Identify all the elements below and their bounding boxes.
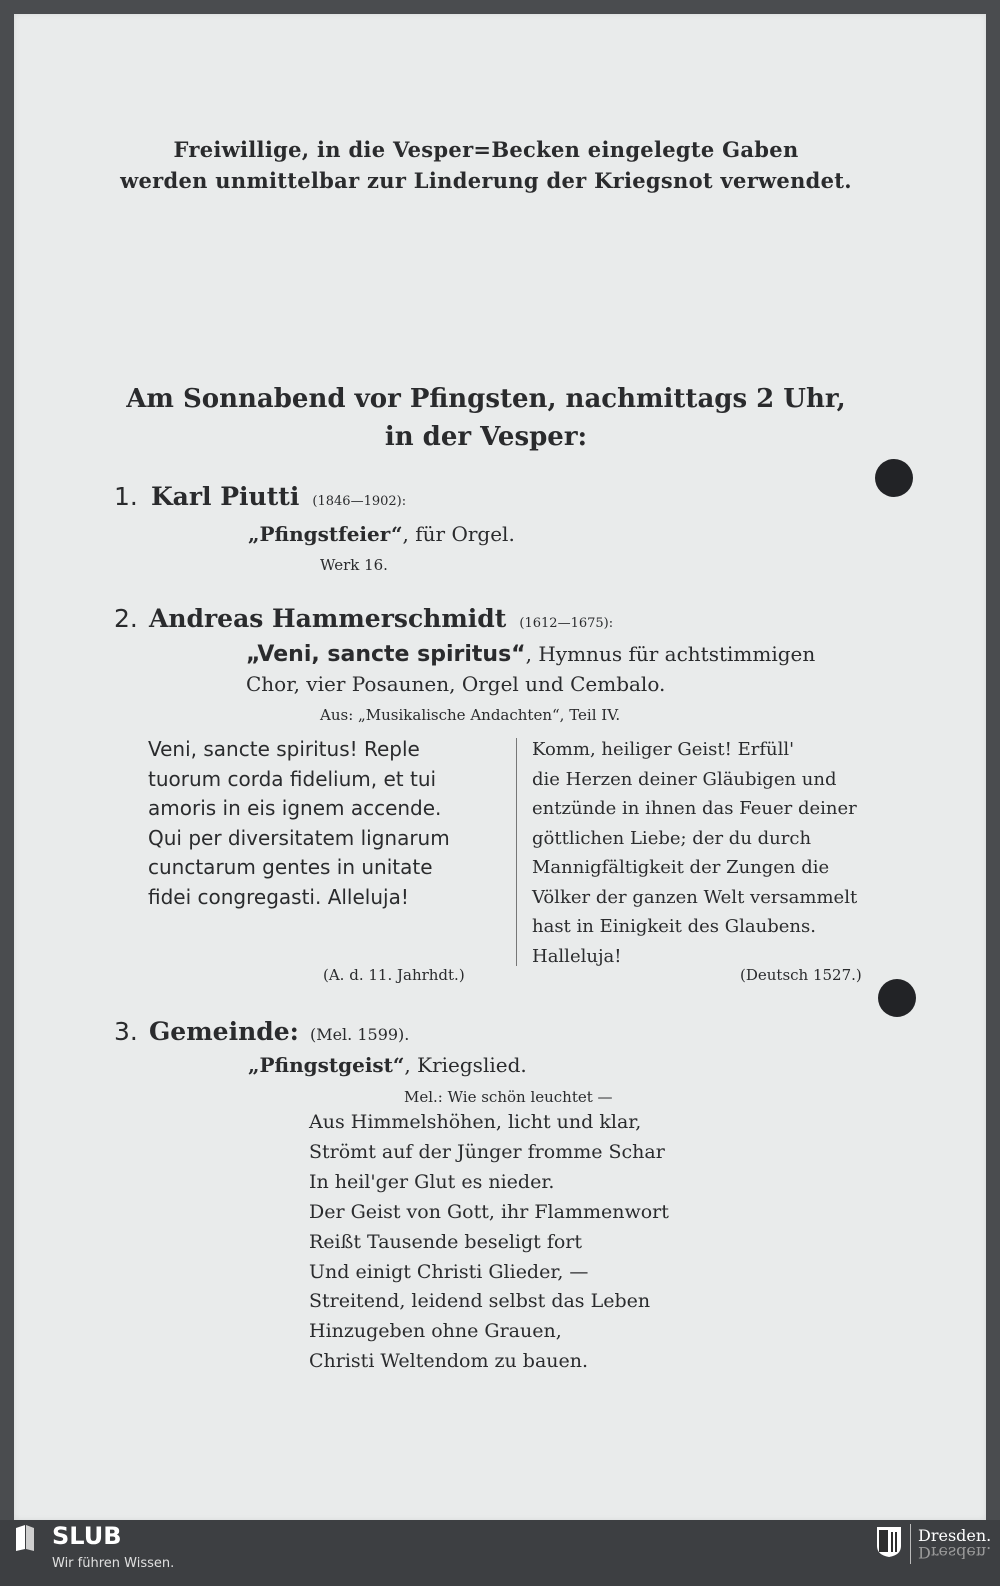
composer-name: Karl Piutti — [150, 482, 300, 511]
german-line: hast in Einigkeit des Glaubens. — [532, 916, 816, 937]
melody-date: (Mel. 1599). — [309, 1025, 410, 1044]
work-title: „Pfingstfeier“ — [248, 522, 403, 546]
german-line: Völker der ganzen Welt versammelt — [532, 886, 858, 908]
german-line: die Herzen deiner Gläubigen und — [532, 768, 837, 790]
latin-line: amoris in eis ignem accende. — [148, 796, 442, 820]
work-source: Aus: „Musikalische Andachten“, Teil IV. — [320, 706, 621, 724]
footer-bar — [0, 1520, 1000, 1586]
german-text — [532, 735, 857, 971]
donation-notice-line-2: werden unmittelbar zur Linderung der Kriegsnot verwendet. — [120, 168, 852, 193]
work-title: „Veni, sancte spiritus“ — [246, 642, 526, 667]
column-divider — [516, 738, 517, 966]
melody-note: Mel.: Wie schön leuchtet — — [404, 1088, 613, 1106]
latin-line: Qui per diversitatem lignarum — [148, 825, 450, 850]
program-heading-line-2: in der Vesper: — [384, 422, 588, 452]
hymn-line: Streitend, leidend selbst das Leben — [309, 1290, 651, 1313]
hymn-text — [309, 1108, 669, 1377]
hymn-line: Aus Himmelshöhen, licht und klar, — [309, 1111, 642, 1133]
item-number: 2. — [114, 604, 138, 633]
german-line: Halleluja! — [532, 945, 622, 967]
composer-dates: (1846—1902): — [312, 494, 407, 509]
german-line: entzünde in ihnen das Feuer deiner — [532, 798, 857, 819]
latin-origin-note: (A. d. 11. Jahrhdt.) — [323, 966, 465, 984]
latin-line: cunctarum gentes in unitate — [148, 855, 433, 879]
latin-line: tuorum corda fidelium, et tui — [148, 766, 437, 791]
composer-name: Gemeinde: — [148, 1017, 299, 1046]
latin-line: Veni, sancte spiritus! Reple — [148, 737, 420, 761]
hymn-line: Hinzugeben ohne Grauen, — [309, 1320, 562, 1343]
program-heading-line-1: Am Sonnabend vor Pfingsten, nachmittags 2 Uhr, — [126, 384, 846, 414]
german-line: göttlichen Liebe; der du durch — [532, 827, 812, 849]
work-title-2 — [246, 642, 815, 667]
item-number: 3. — [114, 1017, 138, 1046]
opus-number: Werk 16. — [320, 556, 388, 574]
work-description: , Kriegslied. — [404, 1053, 527, 1077]
work-description: , Hymnus für achtstimmigen — [525, 642, 816, 666]
german-line: Mannigfältigkeit der Zungen die — [532, 857, 830, 878]
footer-divider — [910, 1524, 911, 1564]
punch-hole-bottom — [878, 979, 916, 1017]
work-title-3 — [248, 1053, 527, 1077]
hymn-line: Reißt Tausende beseligt fort — [309, 1230, 583, 1253]
city-crest-icon[interactable] — [876, 1526, 902, 1558]
hymn-line: Und einigt Christi Glieder, — — [309, 1260, 589, 1283]
composer-dates: (1612—1675): — [519, 616, 614, 631]
program-item-2 — [114, 604, 613, 633]
work-description: , für Orgel. — [402, 522, 515, 546]
work-description-line-2: Chor, vier Posaunen, Orgel und Cembalo. — [246, 672, 666, 696]
german-line: Komm, heiliger Geist! Erfüll' — [532, 739, 795, 760]
hymn-line: Christi Weltendom zu bauen. — [309, 1350, 589, 1373]
composer-name: Andreas Hammerschmidt — [148, 604, 507, 633]
punch-hole-top — [875, 459, 913, 497]
slub-brand[interactable]: SLUB — [52, 1522, 122, 1550]
program-item-1 — [114, 482, 406, 511]
german-origin-note: (Deutsch 1527.) — [740, 966, 862, 984]
work-title: „Pfingstgeist“ — [248, 1053, 405, 1077]
latin-text — [148, 735, 450, 912]
slub-tagline: Wir führen Wissen. — [52, 1556, 175, 1571]
item-number: 1. — [114, 482, 138, 511]
hymn-line: In heil'ger Glut es nieder. — [309, 1170, 555, 1193]
hymn-line: Strömt auf der Jünger fromme Schar — [309, 1140, 665, 1163]
hymn-line: Der Geist von Gott, ihr Flammenwort — [309, 1200, 669, 1223]
city-name[interactable]: Dresden. — [918, 1526, 992, 1545]
program-item-3 — [114, 1017, 409, 1046]
work-title-1 — [248, 522, 515, 546]
donation-notice-line-1: Freiwillige, in die Vesper=Becken eingelegte Gaben — [173, 137, 799, 162]
book-logo-icon[interactable] — [14, 1524, 36, 1552]
city-name-reflection: Dresden. — [918, 1543, 992, 1562]
latin-line: fidei congregasti. Alleluja! — [148, 884, 409, 909]
